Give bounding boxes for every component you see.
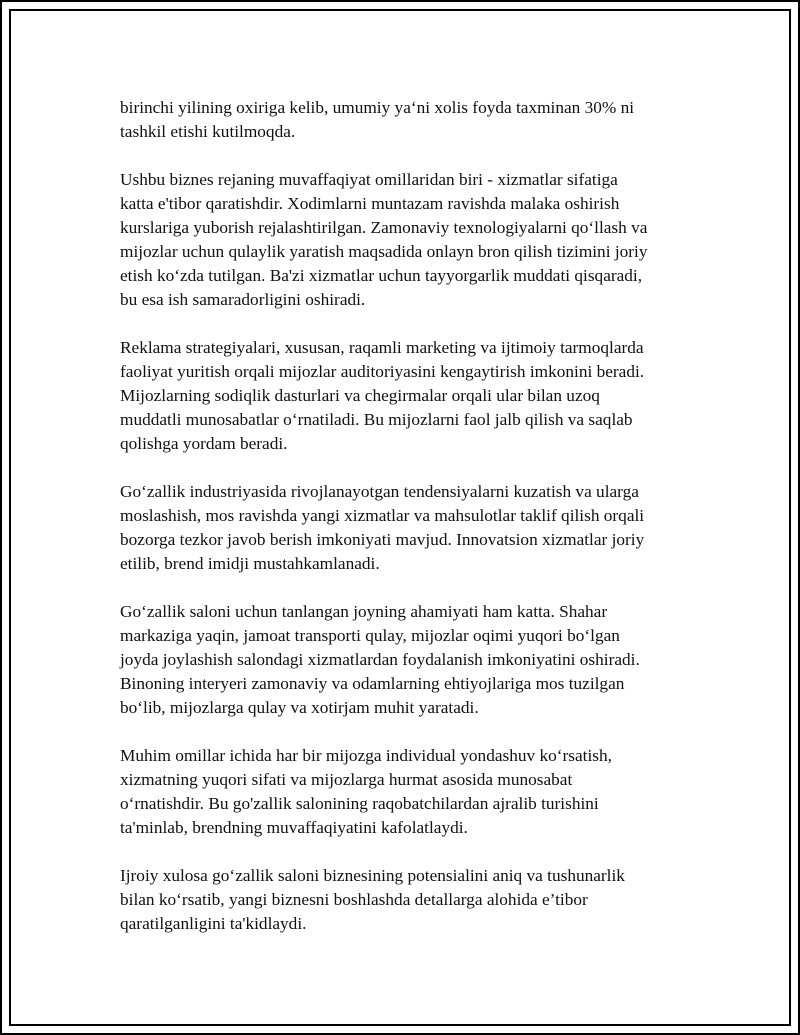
paragraph-1: birinchi yilining oxiriga kelib, umumiy ya‘ni xolis foyda taxminan 30% ni tashkil etishi kutilmoqda. bbox=[120, 98, 635, 141]
paragraph-4: Go‘zallik industriyasida rivojlanayotgan tendensiyalarni kuzatish va ularga moslashish, mos ravishda yangi xizmatlar va mahsulotlar taklif qilish orqali bozorga tezkor javob berish imkoniyati mavjud. Innovatsion xizmatlar joriy etilib, brend imidji mustahkamlanadi. bbox=[120, 482, 645, 573]
paragraph-3: Reklama strategiyalari, xususan, raqamli marketing va ijtimoiy tarmoqlarda faoliyat yuritish orqali mijozlar auditoriyasini kengaytirish imkonini beradi. Mijozlarning sodiqlik dasturlari va chegirmalar orqali ular bilan uzoq muddatli munosabatlar o‘rnatiladi. Bu mijozlarni faol jalb qilish va saqlab qolishga yordam beradi. bbox=[120, 338, 645, 453]
paragraph-7: Ijroiy xulosa go‘zallik saloni biznesining potensialini aniq va tushunarlik bilan ko‘rsatib, yangi biznesni boshlashda detallarga alohida e’tibor qaratilganligini ta'kidlaydi. bbox=[120, 866, 625, 933]
paragraph-5: Go‘zallik saloni uchun tanlangan joyning ahamiyati ham katta. Shahar markaziga yaqin, jamoat transporti qulay, mijozlar oqimi yuqori bo‘lgan joyda joylashish salondagi xizmatlardan foydalanish imkoniyatini oshiradi. Binoning interyeri zamonaviy va odamlarning ehtiyojlariga mos tuzilgan bo‘lib, mijozlarga qulay va xotirjam muhit yaratadi. bbox=[120, 602, 640, 717]
document-body bbox=[120, 96, 700, 960]
paragraph-6: Muhim omillar ichida har bir mijozga individual yondashuv ko‘rsatish, xizmatning yuqori sifati va mijozlarga hurmat asosida munosabat o‘rnatishdir. Bu go'zallik salonining raqobatchilardan ajralib turishini ta'minlab, brendning muvaffaqiyatini kafolatlaydi. bbox=[120, 746, 612, 837]
paragraph-2: Ushbu biznes rejaning muvaffaqiyat omillaridan biri - xizmatlar sifatiga katta e'tibor qaratishdir. Xodimlarni muntazam ravishda malaka oshirish kurslariga yuborish rejalashtirilgan. Zamonaviy texnologiyalarni qo‘llash va mijozlar uchun qulaylik yaratish maqsadida onlayn bron qilish tizimini joriy etish ko‘zda tutilgan. Ba'zi xizmatlar uchun tayyorgarlik muddati qisqaradi, bu esa ish samaradorligini oshiradi. bbox=[120, 170, 648, 309]
